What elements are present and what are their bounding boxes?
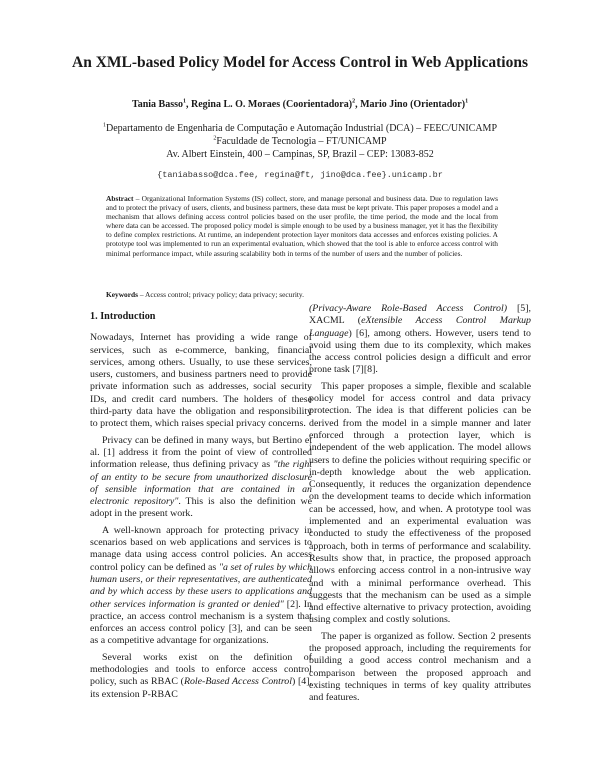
abstract-label: Abstract [106, 194, 134, 203]
affiliation-address: Av. Albert Einstein, 400 – Campinas, SP, Brazil – CEP: 13083-852 [166, 149, 434, 160]
abstract-text: – Organizational Information Systems (IS) collect, store, and manage personal and business data. Due to regulation laws and to protect the privacy of users, clients, and business partners, these data must be kept private. This paper proposes a model and a mechanism that allows defining access control policies based on the user profile, the time period, the mode and the local from where data can be accessed. The proposed policy model is simple enough to be used by a business manager, yet it has the flexibility to define complex restrictions. At runtime, an independent protection layer monitors data accesses and enforces existing policies. A prototype tool was implemented to run an experimental evaluation, which showed that the tool is able to enforce access control with minimal performance impact, while assuring scalability both in terms of the number of users and the number of policies. [106, 194, 498, 258]
affiliation-text: Faculdade de Tecnologia – FT/UNICAMP [216, 136, 387, 147]
quote: "the right of an entity to be secure from unauthorized disclosure of sensible information that are contained in an electronic repository" [90, 459, 312, 508]
paragraph: Nowadays, Internet has providing a wide range of services, such as e-commerce, banking, financial services, among others. Usually, to use these services, users, customers, and business partners need to provide private information such as addresses, social security IDs, and credit card numbers. The holders of these third-party data have the obligation and responsibility to protect them, which raises special privacy concerns. [90, 332, 312, 430]
author-affiliation-mark: 1 [182, 98, 186, 105]
paragraph: (Privacy-Aware Role-Based Access Control) [5], XACML (eXtensible Access Control Markup Language) [6], among others. However, users tend to avoid using them due to its complexity, which makes the access control policies design a difficult and error prone task [7][8]. [309, 303, 531, 376]
keywords-label: Keywords [106, 290, 139, 299]
author-name: Mario Jino (Orientador) [360, 99, 466, 110]
abstract [106, 194, 498, 258]
keywords-text: – Access control; privacy policy; data privacy; security. [138, 290, 304, 299]
affiliation-2 [60, 136, 540, 148]
affiliation-mark: 1 [102, 122, 106, 129]
paragraph: The paper is organized as follow. Section 2 presents the proposed approach, including the requirements for building a good access control mechanism and a comparison between the proposed approach and existing techniques in terms of key quality attributes and features. [309, 630, 531, 704]
paper-title: An XML-based Policy Model for Access Control in Web Applications [72, 54, 528, 71]
section-heading: 1. Introduction [90, 311, 156, 322]
author-list: Tania Basso$^1$, Regina L. O. Moraes (Coorientadora)$^2$, Mario Jino (Orientador)$^1$ [131, 98, 469, 110]
author-name: Tania Basso [131, 99, 183, 110]
paragraph: Several works exist on the definition of methodologies and tools to enforce access control policy, such as RBAC (Role-Based Access Control) [4], its extension P-RBAC [90, 651, 313, 700]
quote: "a set of rules by which human users, or their representatives, are authenticated and by which access by these users to applications and other services information is granted or denied" [90, 561, 313, 610]
right-column [309, 303, 531, 709]
paragraph: A well-known approach for protecting privacy in scenarios based on web applications and services is to manage data using access control policies. An access control policy can be defined as "a set of rules by which human users, or their representatives, are authenticated and by which access by these users to applications and other services information is granted or denied" [2]. In practice, an access control mechanism is a system that enforces an access control policy [3], and can be seen as a competitive advantage for organizations. [90, 524, 313, 647]
affiliation-mark: 2 [213, 135, 217, 142]
author-affiliation-mark: 1 [465, 98, 469, 105]
author-affiliation-mark: 2 [352, 98, 356, 105]
left-column [90, 307, 312, 705]
keywords [106, 290, 498, 299]
affiliation-text: Departamento de Engenharia de Computação e Automação Industrial (DCA) – FEEC/UNICAMP [105, 123, 497, 134]
paragraph: Privacy can be defined in many ways, but Bertino et al. [1] address it from the point of view of controlled information release, thus defining privacy as "the right of an entity to be secure from unauthorized disclosure of sensible information that are contained in an electronic repository". This is also the definition we adopt in the present work. [90, 434, 312, 520]
author-emails: {taniabasso@dca.fee, regina@ft, jino@dca.fee}.unicamp.br [157, 170, 443, 180]
affiliation-1 [60, 123, 540, 135]
paragraph: This paper proposes a simple, flexible and scalable policy model for access control and data privacy protection. The idea is that different policies can be derived from the model in a simple manner and later enforced through a protection layer, which is independent of the web application. The model allows users to define the policies without requiring specific or in-depth knowledge about the web application. Consequently, it reduces the organization dependence on the development teams to decide which information can be accessed, how, and when. A prototype tool was implemented and an experimental evaluation was conducted to study the effectiveness of the proposed approach, both in terms of performance and scalability. Results show that, in practice, the proposed approach allows enforcing access control in a non-intrusive way and with a minimal performance overhead. This suggests that the mechanism can be used as a simple and effective alternative to privacy protection, avoiding using complex and costly solutions. [309, 380, 531, 626]
author-name: Regina L. O. Moraes (Coorientadora) [190, 99, 353, 110]
